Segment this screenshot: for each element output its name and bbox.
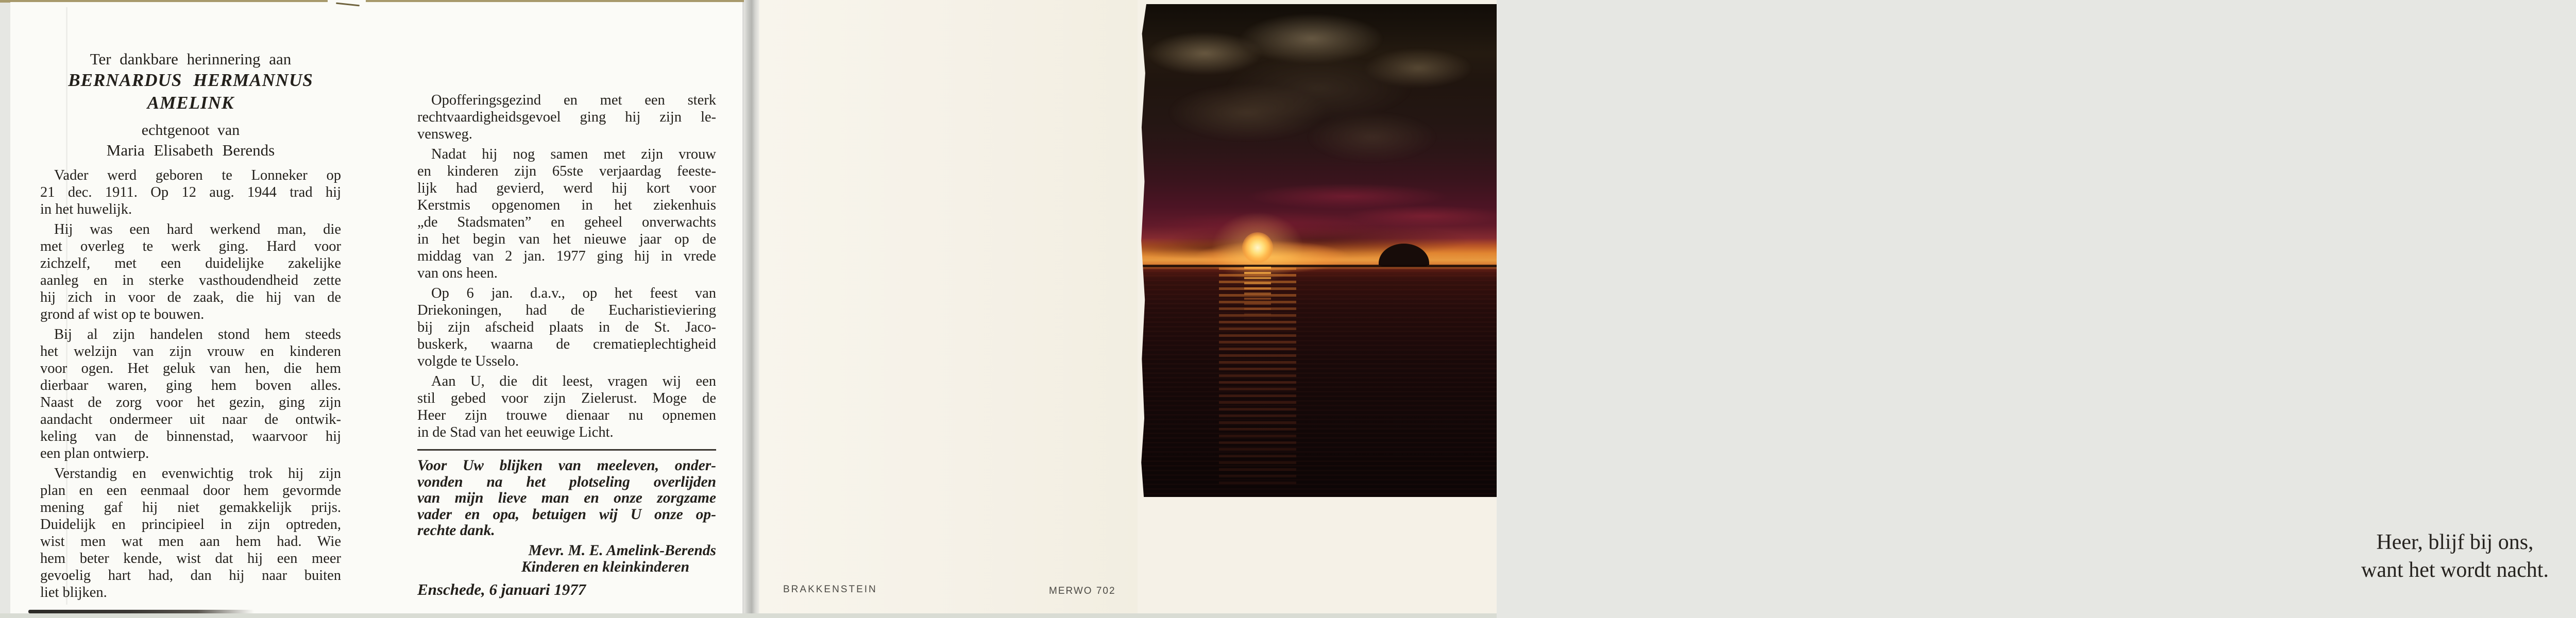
text-line: zichzelf, met een duidelijke zakelijke (40, 255, 341, 271)
text-line: vensweg. (417, 126, 472, 142)
deceased-name-line-2: AMELINK (147, 93, 234, 113)
horizon-line (1141, 265, 1497, 267)
text-line: rechte dank. (417, 522, 495, 539)
text-line: en kinderen zijn 65ste verjaardag feeste- (417, 163, 716, 179)
print-code: MERWO 702 (1049, 586, 1116, 596)
text-line: van mijn lieve man en onze zorgzame (417, 490, 716, 506)
text-line: keling van de binnenstad, waarvoor hij (40, 428, 341, 444)
text-line: Driekoningen, had de Eucharistieviering (417, 302, 716, 318)
paragraph (417, 92, 716, 143)
text-line: middag van 2 jan. 1977 ging hij in vrede (417, 248, 716, 264)
back-cover-page (759, 0, 1138, 616)
card-fold (744, 0, 759, 618)
quote-line-2: want het wordt nacht. (2361, 558, 2549, 582)
text-line: Nadat hij nog samen met zijn vrouw (431, 146, 716, 162)
scan-bottom-edge (0, 613, 1497, 618)
text-line: Naast de zorg voor het gezin, ging zijn (40, 394, 341, 410)
text-line: Vader werd geboren te Lonneker op (54, 167, 341, 183)
text-line: vader en opa, betuigen wij U onze op- (417, 506, 716, 523)
text-line: 21 dec. 1911. Op 12 aug. 1944 trad hij (40, 184, 341, 200)
text-line: lijk had gevierd, werd hij kort voor (417, 180, 716, 196)
dedication-text: Ter dankbare herinnering aan (90, 50, 292, 68)
text-line: Opofferingsgezind en met een sterk (431, 92, 716, 108)
separator-rule (417, 449, 716, 451)
text-line: in de Stad van het eeuwige Licht. (417, 424, 614, 440)
signature-block (417, 542, 716, 575)
text-line: grond af wist op te bouwen. (40, 306, 205, 322)
paragraph (40, 167, 341, 218)
text-line: Heer zijn trouwe dienaar nu opnemen (417, 407, 716, 423)
paragraph (40, 326, 341, 462)
text-line: voor ogen. Het geluk van hen, die hem (40, 360, 341, 376)
paragraph (417, 458, 716, 539)
text-line: gevoelig hart had, dan hij naar buiten (40, 568, 341, 583)
text-line: met overleg te werk ging. Hard voor (40, 238, 341, 254)
biography-text-right (417, 92, 716, 441)
text-line: stil gebed voor zijn Zielerust. Moge de (417, 390, 716, 406)
text-line: Kerstmis opgenomen in het ziekenhuis (417, 197, 716, 213)
text-line: het welzijn van zijn vrouw en kinderen (40, 344, 341, 359)
text-line: hij zich in voor de zaak, die hij van de (40, 289, 341, 305)
deceased-name-line-1: BERNARDUS HERMANNUS (68, 70, 313, 90)
text-line: dierbaar waren, ging hem boven alles. (40, 377, 341, 393)
text-line: bij zijn afscheid plaats in de St. Jaco- (417, 319, 716, 335)
biography-text-left (40, 167, 341, 601)
text-line: Voor Uw blijken van meeleven, onder- (417, 457, 716, 474)
text-line: een plan ontwierp. (40, 445, 149, 461)
acknowledgment-text (417, 458, 716, 539)
front-cover-quote (2277, 528, 2576, 584)
dateline-text: Enschede, 6 januari 1977 (417, 580, 586, 598)
text-line: in het huwelijk. (40, 201, 132, 217)
text-line: wist men wat men aan hem had. Wie (40, 534, 341, 550)
paragraph (417, 146, 716, 282)
text-line: aandacht ondermeer uit naar de ontwik- (40, 411, 341, 427)
text-line: volgde te Usselo. (417, 353, 519, 369)
text-line: hem beter kende, wist dat hij een meer (40, 551, 341, 566)
text-line: Op 6 jan. d.a.v., op het feest van (431, 285, 716, 301)
text-line: „de Stadsmaten” en geheel onverwachts (417, 214, 716, 230)
spouse-intro-text: echtgenoot van (141, 122, 240, 139)
biography-column-left (40, 49, 341, 604)
text-line: rechtvaardigheidsgevoel ging hij zijn le- (417, 109, 716, 125)
text-line: Duidelijk en principieel in zijn optreden, (40, 517, 341, 533)
paragraph (40, 221, 341, 323)
text-line: liet blijken. (40, 585, 107, 600)
quote-line-1: Heer, blijf bij ons, (2376, 530, 2534, 554)
text-line: Hij was een hard werkend man, die (54, 221, 341, 237)
publisher-imprint: BRAKKENSTEIN (783, 584, 877, 595)
text-line: Verstandig en evenwichtig trok hij zijn (54, 466, 341, 482)
text-line: van ons heen. (417, 265, 498, 281)
signature-family: Kinderen en kleinkinderen (521, 558, 689, 575)
sea-wave-texture (1141, 270, 1497, 497)
text-line: in het begin van het nieuwe jaar op de (417, 231, 716, 247)
sun-reflection-bright (1244, 267, 1271, 321)
sun (1242, 232, 1273, 263)
text-line: Bij al zijn handelen stond hem steeds (54, 327, 341, 342)
scan-bottom-smudge (28, 610, 254, 613)
text-line: buskerk, waarna de crematieplechtigheid (417, 336, 716, 352)
text-line: Aan U, die dit leest, vragen wij een (431, 373, 716, 389)
text-line: plan en een eenmaal door hem gevormde (40, 483, 341, 499)
text-line: aanleg en in sterke vasthoudendheid zette (40, 272, 341, 288)
front-cover-page (1138, 0, 2549, 616)
text-line: mening gaf hij niet gemakkelijk prijs. (40, 500, 341, 516)
paragraph (417, 285, 716, 370)
signature-widow: Mevr. M. E. Amelink-Berends (528, 542, 716, 559)
sunset-photo (1141, 4, 1497, 497)
biography-column-right (417, 84, 716, 598)
spouse-name-text: Maria Elisabeth Berends (106, 141, 275, 159)
paragraph (40, 465, 341, 601)
text-line: vonden na het plotseling overlijden (417, 473, 716, 490)
paragraph (417, 373, 716, 441)
